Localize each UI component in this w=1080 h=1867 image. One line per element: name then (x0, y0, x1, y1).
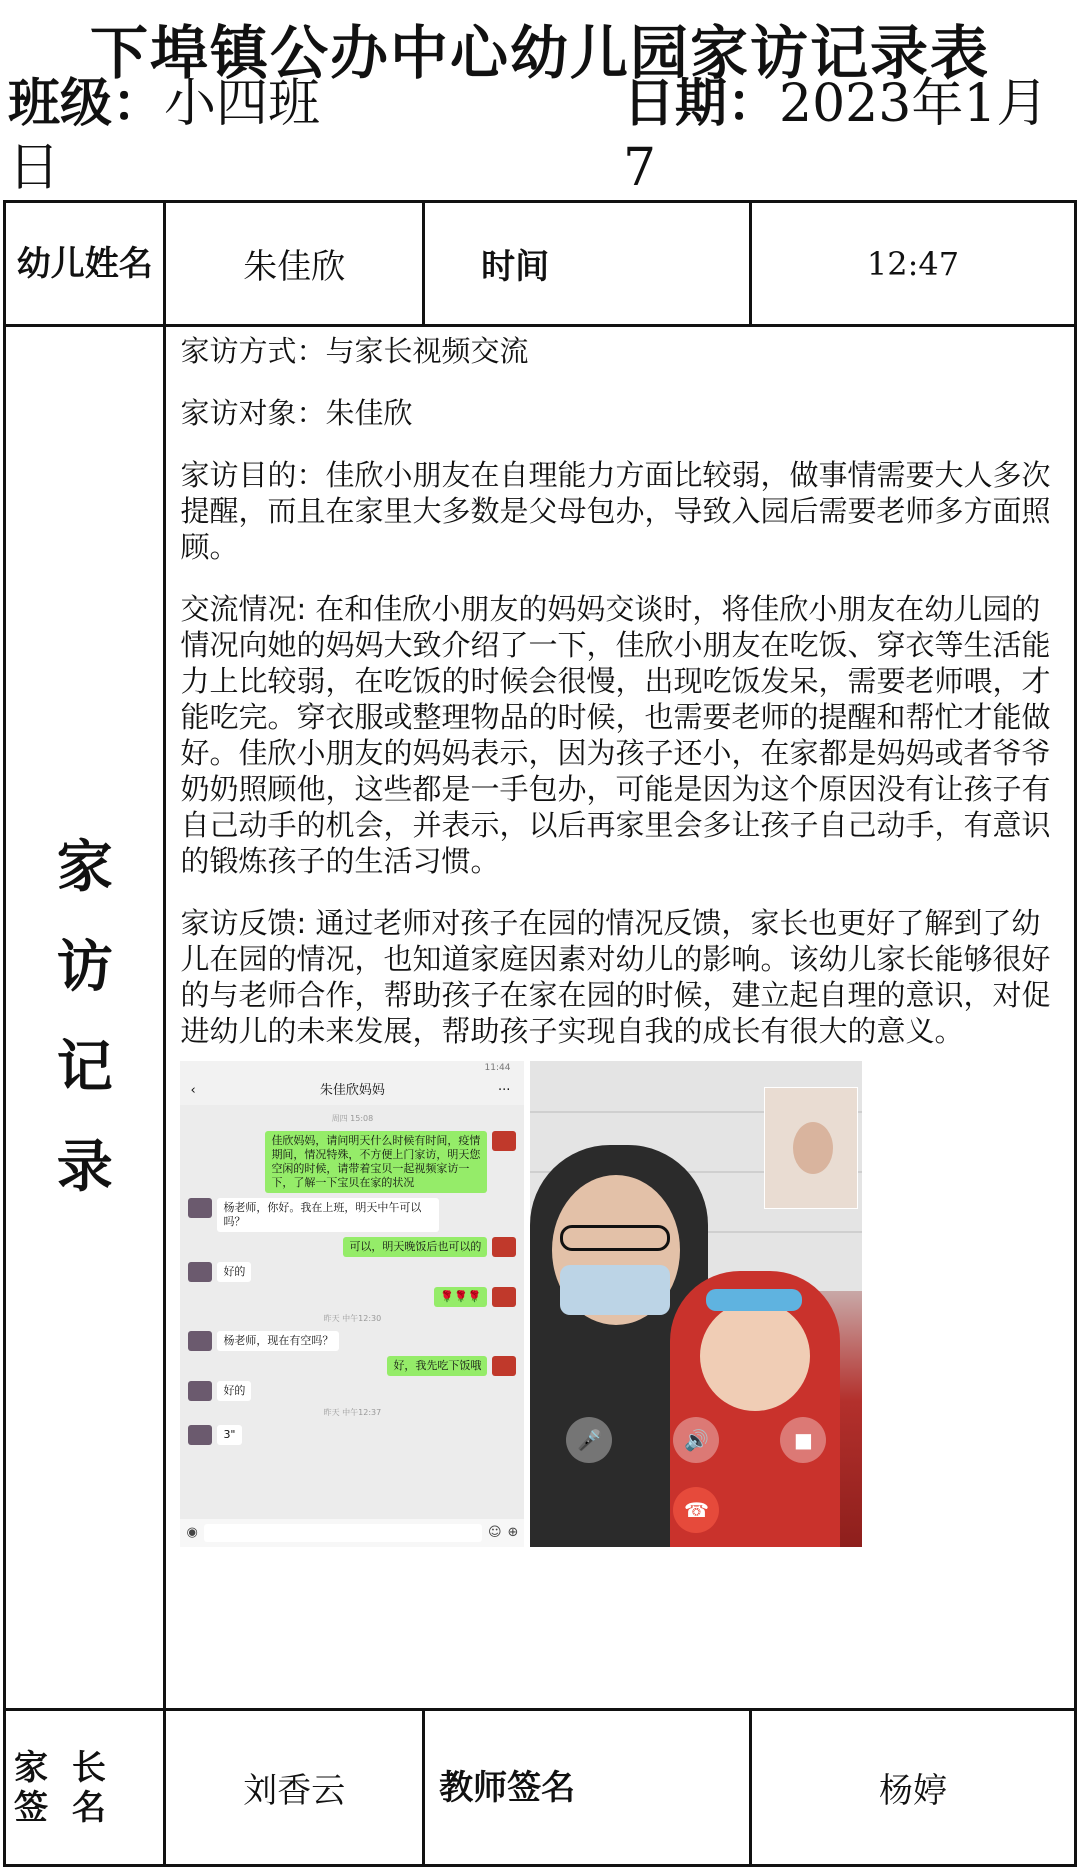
meta-line (8, 72, 1072, 198)
avatar (492, 1356, 516, 1376)
speaker-icon: 🔊 (673, 1417, 719, 1463)
record-side-label (5, 326, 165, 1710)
chat-message (188, 1331, 516, 1351)
class-label: 班级： (8, 74, 165, 134)
glasses (560, 1225, 670, 1251)
video-call-screenshot (530, 1061, 862, 1547)
screenshots (180, 1061, 1060, 1547)
document-title: 下埠镇公办中心幼儿园家访记录表 (89, 19, 990, 87)
microphone-icon: 🎤 (566, 1417, 612, 1463)
chat-bubble: 可以，明天晚饭后也可以的 (343, 1237, 487, 1257)
pip-window (764, 1087, 858, 1209)
child-name-label: 幼儿姓名 (5, 202, 165, 326)
avatar (188, 1198, 212, 1218)
child-name: 朱佳欣 (165, 202, 424, 326)
chat-message (188, 1198, 516, 1232)
avatar (492, 1287, 516, 1307)
avatar (188, 1331, 212, 1351)
teacher-name: 杨婷 (751, 1710, 1076, 1866)
chat-message (188, 1262, 516, 1282)
chat-message (188, 1237, 516, 1257)
visit-situation: 交流情况: 在和佳欣小朋友的妈妈交谈时，将佳欣小朋友在幼儿园的情况向她的妈妈大致介绍了一下，佳欣小朋友在吃饭、穿衣等生活能力上比较弱，在吃饭的时候会很慢，出现吃饭发呆，需要老师喂，才能吃完。穿衣服或整理物品的时候，也需要老师的提醒和帮忙才能做好。佳欣小朋友的妈妈表示，因为孩子还小，在家都是妈妈或者爷爷奶奶照顾他，这些都是一手包办，可能是因为这个原因没有让孩子有自己动手的机会，并表示，以后再家里会多让孩子自己动手，有意识的锻炼孩子的生活习惯。 (180, 592, 1051, 878)
class-value: 小四班 (164, 74, 321, 134)
chat-timestamp: 周四 15:08 (331, 1114, 374, 1123)
chat-status-bar (180, 1061, 524, 1077)
chat-bubble: 3" (217, 1425, 241, 1445)
plus-icon: ⊕ (507, 1525, 519, 1540)
chat-message (188, 1425, 516, 1445)
avatar (492, 1237, 516, 1257)
chat-message (188, 1381, 516, 1401)
avatar (188, 1381, 212, 1401)
camera-icon: ■ (780, 1417, 826, 1463)
more-icon: ··· (498, 1083, 511, 1098)
date-value-end: 日 (8, 138, 61, 198)
hair-bow (706, 1289, 802, 1311)
voice-icon: ◉ (186, 1525, 198, 1540)
date-label: 日期： (623, 74, 780, 134)
teacher-sign-label: 教师签名 (424, 1710, 751, 1866)
emoji-icon: ☺ (487, 1525, 502, 1540)
back-icon: ‹ (190, 1083, 196, 1098)
chat-timestamp: 昨天 中午12:30 (323, 1314, 382, 1323)
chat-bubble: 佳欣妈妈，请问明天什么时候有时间，疫情期间，情况特殊，不方便上门家访，明天您空闲的时候，请带着宝贝一起视频家访一下，了解一下宝贝在家的状况 (265, 1131, 487, 1193)
chat-message (188, 1287, 516, 1307)
chat-bubble: 杨老师，你好。我在上班，明天中午可以吗？ (217, 1198, 439, 1232)
visit-purpose: 家访目的：佳欣小朋友在自理能力方面比较弱，做事情需要大人多次提醒，而且在家里大多数是父母包办，导致入园后需要老师多方面照顾。 (180, 458, 1051, 564)
chat-messages (180, 1105, 524, 1454)
date-group (623, 72, 1072, 200)
side-char: 录 (56, 1134, 113, 1200)
avatar (188, 1262, 212, 1282)
avatar (188, 1425, 212, 1445)
chat-status-time: 11:44 (484, 1063, 511, 1073)
baby-face (700, 1301, 810, 1411)
avatar (492, 1131, 516, 1151)
time-value: 12:47 (751, 202, 1076, 326)
record-content (165, 326, 1076, 1710)
face-mask (560, 1265, 670, 1315)
chat-screenshot (180, 1061, 524, 1547)
footer-row (5, 1710, 1076, 1866)
side-char: 家 (56, 834, 113, 900)
chat-bubble: 杨老师，现在有空吗？ (217, 1331, 339, 1351)
chat-header (180, 1077, 524, 1105)
side-char: 访 (56, 934, 113, 1000)
header-row (5, 202, 1076, 326)
parent-name: 刘香云 (165, 1710, 424, 1866)
side-char: 记 (56, 1034, 113, 1100)
chat-input (204, 1524, 482, 1542)
parent-sign-label: 家 长 签 名 (5, 1710, 165, 1866)
chat-bubble: 好的 (217, 1381, 251, 1401)
chat-bubble: 好，我先吃下饭哦 (387, 1356, 487, 1376)
visit-target: 家访对象：朱佳欣 (180, 396, 413, 430)
hangup-icon: ☎ (673, 1487, 719, 1533)
visit-feedback: 家访反馈: 通过老师对孩子在园的情况反馈，家长也更好了解到了幼儿在园的情况，也知道家庭因素对幼儿的影响。该幼儿家长能够很好的与老师合作，帮助孩子在家在园的时候，建立起自理的意识，对促进幼儿的未来发展，帮助孩子实现自我的成长有很大的意义。 (180, 906, 1051, 1048)
chat-bubble: 🌹🌹🌹 (434, 1287, 487, 1307)
chat-input-bar (180, 1519, 524, 1547)
chat-message (188, 1356, 516, 1376)
chat-message (188, 1131, 516, 1193)
chat-contact: 朱佳欣妈妈 (319, 1083, 385, 1098)
pip-face (793, 1122, 833, 1174)
chat-bubble: 好的 (217, 1262, 251, 1282)
time-label: 时间 (424, 202, 751, 326)
chat-timestamp: 昨天 中午12:37 (323, 1408, 382, 1417)
record-table (3, 200, 1077, 1867)
visit-method: 家访方式：与家长视频交流 (180, 334, 529, 368)
date-value: 2023年1月7 (623, 74, 1049, 198)
record-row (5, 326, 1076, 1710)
